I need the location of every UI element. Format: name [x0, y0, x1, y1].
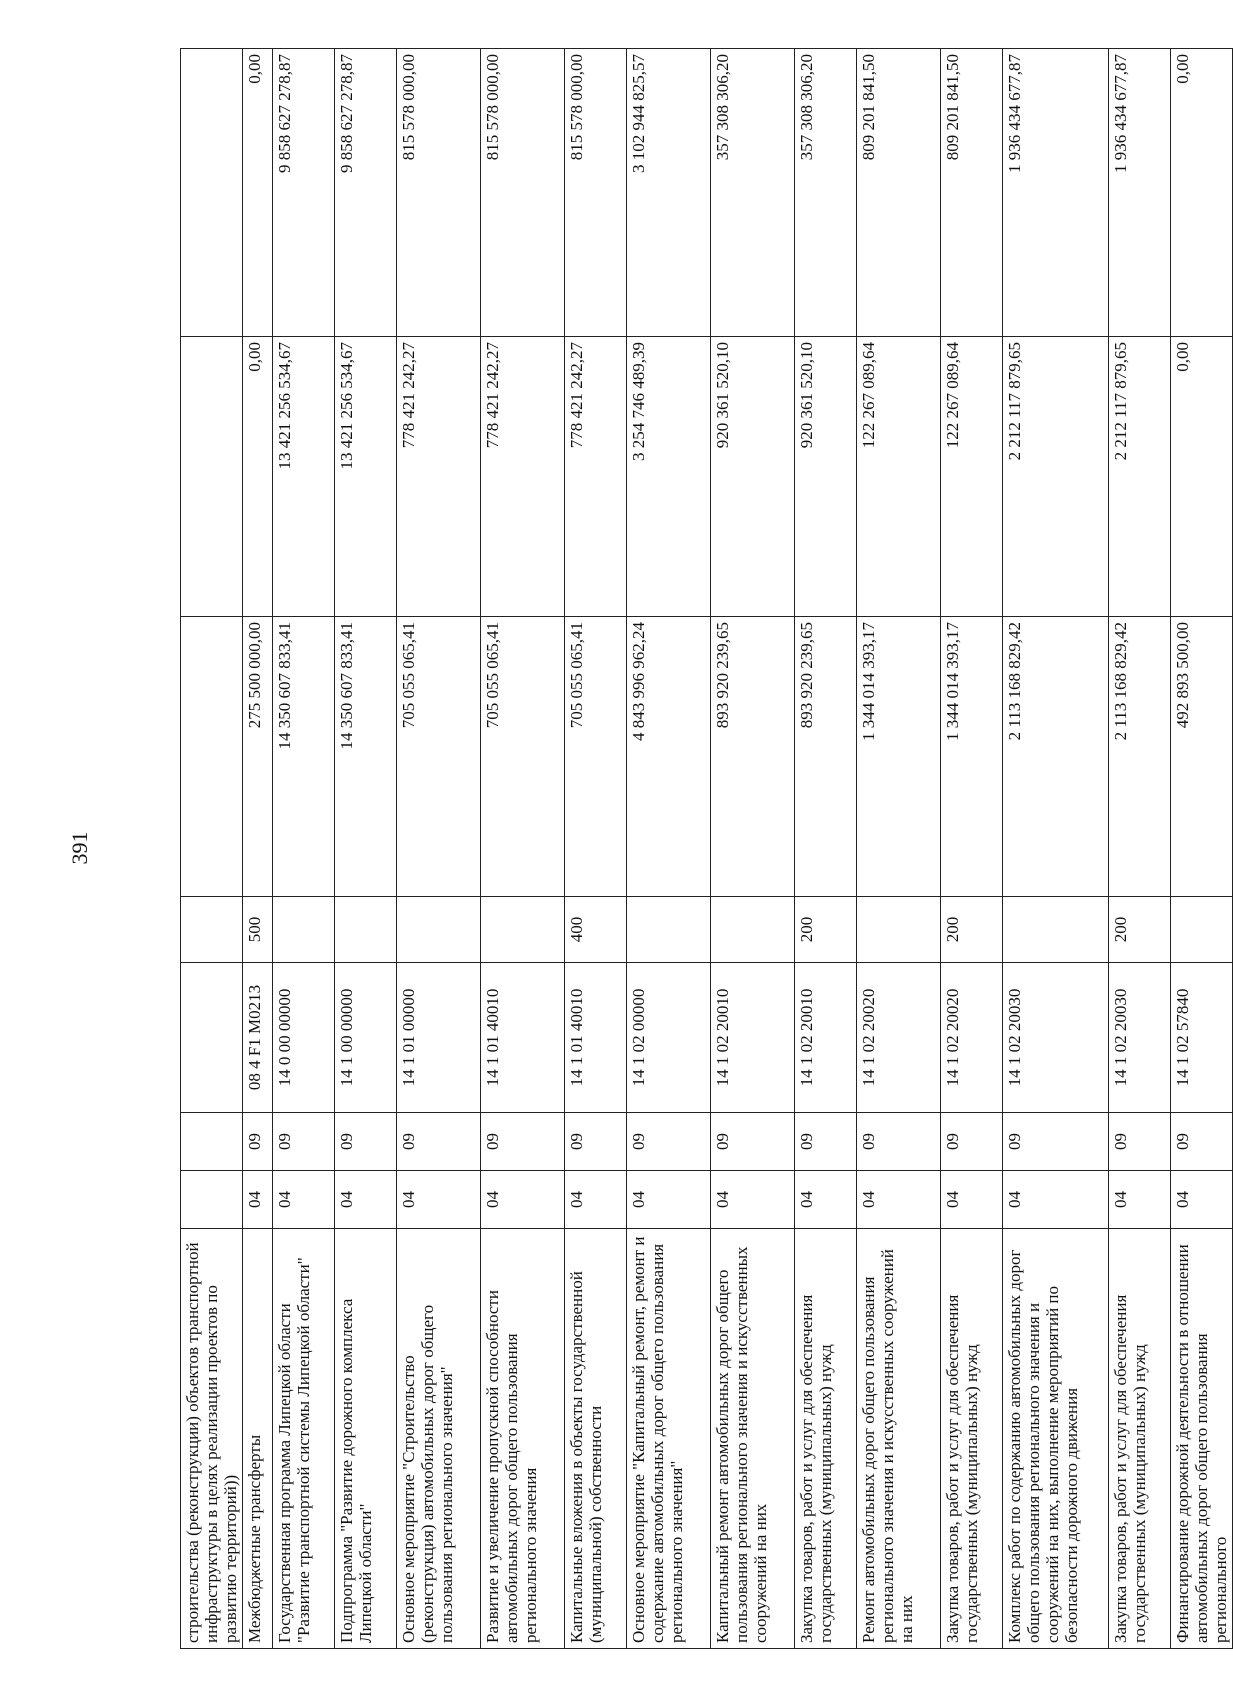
cell-expense-type: 500 — [243, 897, 273, 963]
cell-name: Основное мероприятие "Капитальный ремонт, ремонт и содержание автомобильных дорог общего пользования регионального значения" — [627, 1229, 711, 1649]
cell-name: Ремонт автомобильных дорог общего пользования регионального значения и искусственных сооружений на них — [857, 1229, 941, 1649]
cell-section: 04 — [627, 1171, 711, 1229]
cell-amount-year-2: 2 212 117 879,65 — [1003, 337, 1109, 617]
budget-table — [180, 48, 1233, 1649]
cell-subsection: 09 — [941, 1113, 1003, 1171]
cell-amount-year-2: 920 361 520,10 — [711, 337, 795, 617]
cell-target-article: 14 1 02 00000 — [627, 963, 711, 1113]
cell-name: строительства (реконструкции) объектов транспортной инфраструктуры в целях реализации проектов по развитию территорий)) — [181, 1229, 243, 1649]
cell-expense-type — [857, 897, 941, 963]
cell-amount-year-2: 13 421 256 534,67 — [273, 337, 335, 617]
cell-expense-type — [397, 897, 481, 963]
table-row — [941, 49, 1003, 1649]
cell-amount-year-2: 2 212 117 879,65 — [1109, 337, 1171, 617]
cell-expense-type — [481, 897, 565, 963]
cell-subsection: 09 — [565, 1113, 627, 1171]
page-number: 391 — [67, 831, 92, 865]
table-row — [273, 49, 335, 1649]
table-body — [181, 49, 1233, 1649]
cell-amount-year-1: 893 920 239,65 — [795, 617, 857, 897]
cell-section: 04 — [711, 1171, 795, 1229]
cell-target-article: 14 1 01 00000 — [397, 963, 481, 1113]
cell-amount-year-1: 4 843 996 962,24 — [627, 617, 711, 897]
cell-subsection: 09 — [1171, 1113, 1233, 1171]
cell-amount-year-3: 1 936 434 677,87 — [1003, 49, 1109, 337]
rotated-table-container — [180, 49, 1230, 1649]
cell-amount-year-2: 778 421 242,27 — [397, 337, 481, 617]
table-row — [627, 49, 711, 1649]
cell-amount-year-1: 893 920 239,65 — [711, 617, 795, 897]
table-row — [857, 49, 941, 1649]
table-row — [397, 49, 481, 1649]
cell-amount-year-1: 14 350 607 833,41 — [273, 617, 335, 897]
cell-target-article: 14 1 01 40010 — [565, 963, 627, 1113]
table-row — [795, 49, 857, 1649]
cell-expense-type — [627, 897, 711, 963]
cell-subsection: 09 — [857, 1113, 941, 1171]
cell-amount-year-1: 14 350 607 833,41 — [335, 617, 397, 897]
table-row — [1171, 49, 1233, 1649]
cell-section: 04 — [565, 1171, 627, 1229]
cell-expense-type — [273, 897, 335, 963]
cell-target-article: 08 4 F1 M0213 — [243, 963, 273, 1113]
cell-amount-year-3: 0,00 — [243, 49, 273, 337]
cell-amount-year-3: 809 201 841,50 — [941, 49, 1003, 337]
cell-amount-year-2: 920 361 520,10 — [795, 337, 857, 617]
cell-name: Развитие и увеличение пропускной способности автомобильных дорог общего пользования регионального значения — [481, 1229, 565, 1649]
cell-section: 04 — [857, 1171, 941, 1229]
cell-name: Закупка товаров, работ и услуг для обеспечения государственных (муниципальных) нужд — [795, 1229, 857, 1649]
cell-expense-type: 200 — [941, 897, 1003, 963]
cell-target-article: 14 1 02 20020 — [941, 963, 1003, 1113]
cell-amount-year-2: 0,00 — [243, 337, 273, 617]
cell-name: Подпрограмма "Развитие дорожного комплекса Липецкой области" — [335, 1229, 397, 1649]
cell-expense-type — [181, 897, 243, 963]
table-row — [1003, 49, 1109, 1649]
cell-expense-type — [1171, 897, 1233, 963]
cell-expense-type: 200 — [1109, 897, 1171, 963]
cell-amount-year-3: 0,00 — [1171, 49, 1233, 337]
cell-subsection — [181, 1113, 243, 1171]
cell-amount-year-3: 815 578 000,00 — [397, 49, 481, 337]
cell-target-article: 14 1 02 20020 — [857, 963, 941, 1113]
table-row — [481, 49, 565, 1649]
cell-amount-year-3: 9 858 627 278,87 — [273, 49, 335, 337]
table-row — [565, 49, 627, 1649]
cell-expense-type — [1003, 897, 1109, 963]
cell-name: Финансирование дорожной деятельности в отношении автомобильных дорог общего пользования регионального — [1171, 1229, 1233, 1649]
cell-subsection: 09 — [397, 1113, 481, 1171]
cell-subsection: 09 — [1109, 1113, 1171, 1171]
cell-name: Капитальный ремонт автомобильных дорог общего пользования регионального значения и искусственных сооружений на них — [711, 1229, 795, 1649]
cell-section: 04 — [941, 1171, 1003, 1229]
cell-section: 04 — [243, 1171, 273, 1229]
cell-amount-year-1: 1 344 014 393,17 — [857, 617, 941, 897]
cell-target-article: 14 1 02 20030 — [1003, 963, 1109, 1113]
cell-amount-year-1: 1 344 014 393,17 — [941, 617, 1003, 897]
cell-amount-year-3: 815 578 000,00 — [565, 49, 627, 337]
table-row — [181, 49, 243, 1649]
cell-expense-type — [335, 897, 397, 963]
cell-section: 04 — [481, 1171, 565, 1229]
cell-section: 04 — [1171, 1171, 1233, 1229]
cell-subsection: 09 — [273, 1113, 335, 1171]
cell-amount-year-2: 122 267 089,64 — [941, 337, 1003, 617]
cell-name: Комплекс работ по содержанию автомобильных дорог общего пользования регионального значения и сооружений на них, выполнение мероприятий по безопасности дорожного движения — [1003, 1229, 1109, 1649]
cell-amount-year-3: 809 201 841,50 — [857, 49, 941, 337]
cell-target-article: 14 1 02 20010 — [711, 963, 795, 1113]
cell-amount-year-3 — [181, 49, 243, 337]
cell-subsection: 09 — [795, 1113, 857, 1171]
cell-amount-year-1: 705 055 065,41 — [481, 617, 565, 897]
cell-section: 04 — [795, 1171, 857, 1229]
cell-amount-year-3: 3 102 944 825,57 — [627, 49, 711, 337]
cell-amount-year-2 — [181, 337, 243, 617]
cell-amount-year-1: 2 113 168 829,42 — [1109, 617, 1171, 897]
cell-amount-year-3: 1 936 434 677,87 — [1109, 49, 1171, 337]
cell-section: 04 — [1109, 1171, 1171, 1229]
cell-amount-year-1: 2 113 168 829,42 — [1003, 617, 1109, 897]
cell-subsection: 09 — [481, 1113, 565, 1171]
cell-amount-year-1: 705 055 065,41 — [565, 617, 627, 897]
cell-name: Капитальные вложения в объекты государственной (муниципальной) собственности — [565, 1229, 627, 1649]
cell-expense-type — [711, 897, 795, 963]
cell-subsection: 09 — [711, 1113, 795, 1171]
table-row — [243, 49, 273, 1649]
cell-target-article: 14 1 02 20010 — [795, 963, 857, 1113]
cell-amount-year-1: 705 055 065,41 — [397, 617, 481, 897]
cell-section: 04 — [335, 1171, 397, 1229]
cell-target-article — [181, 963, 243, 1113]
cell-target-article: 14 1 02 20030 — [1109, 963, 1171, 1113]
cell-amount-year-1: 492 893 500,00 — [1171, 617, 1233, 897]
cell-amount-year-1: 275 500 000,00 — [243, 617, 273, 897]
cell-section: 04 — [1003, 1171, 1109, 1229]
cell-target-article: 14 1 02 57840 — [1171, 963, 1233, 1113]
cell-name: Закупка товаров, работ и услуг для обеспечения государственных (муниципальных) нужд — [1109, 1229, 1171, 1649]
cell-subsection: 09 — [627, 1113, 711, 1171]
table-row — [1109, 49, 1171, 1649]
cell-amount-year-3: 357 308 306,20 — [795, 49, 857, 337]
cell-section — [181, 1171, 243, 1229]
cell-amount-year-2: 122 267 089,64 — [857, 337, 941, 617]
table-row — [711, 49, 795, 1649]
cell-section: 04 — [273, 1171, 335, 1229]
cell-section: 04 — [397, 1171, 481, 1229]
cell-amount-year-1 — [181, 617, 243, 897]
table-row — [335, 49, 397, 1649]
cell-target-article: 14 0 00 00000 — [273, 963, 335, 1113]
cell-subsection: 09 — [335, 1113, 397, 1171]
cell-target-article: 14 1 01 40010 — [481, 963, 565, 1113]
cell-name: Основное мероприятие "Строительство (реконструкция) автомобильных дорог общего пользования регионального значения" — [397, 1229, 481, 1649]
cell-amount-year-3: 9 858 627 278,87 — [335, 49, 397, 337]
cell-amount-year-2: 0,00 — [1171, 337, 1233, 617]
cell-name: Закупка товаров, работ и услуг для обеспечения государственных (муниципальных) нужд — [941, 1229, 1003, 1649]
cell-amount-year-2: 778 421 242,27 — [565, 337, 627, 617]
cell-expense-type: 400 — [565, 897, 627, 963]
cell-amount-year-2: 778 421 242,27 — [481, 337, 565, 617]
cell-name: Государственная программа Липецкой области "Развитие транспортной системы Липецкой области" — [273, 1229, 335, 1649]
cell-amount-year-3: 357 308 306,20 — [711, 49, 795, 337]
cell-amount-year-3: 815 578 000,00 — [481, 49, 565, 337]
cell-subsection: 09 — [243, 1113, 273, 1171]
cell-amount-year-2: 13 421 256 534,67 — [335, 337, 397, 617]
cell-name: Межбюджетные трансферты — [243, 1229, 273, 1649]
cell-subsection: 09 — [1003, 1113, 1109, 1171]
cell-expense-type: 200 — [795, 897, 857, 963]
cell-amount-year-2: 3 254 746 489,39 — [627, 337, 711, 617]
cell-target-article: 14 1 00 00000 — [335, 963, 397, 1113]
